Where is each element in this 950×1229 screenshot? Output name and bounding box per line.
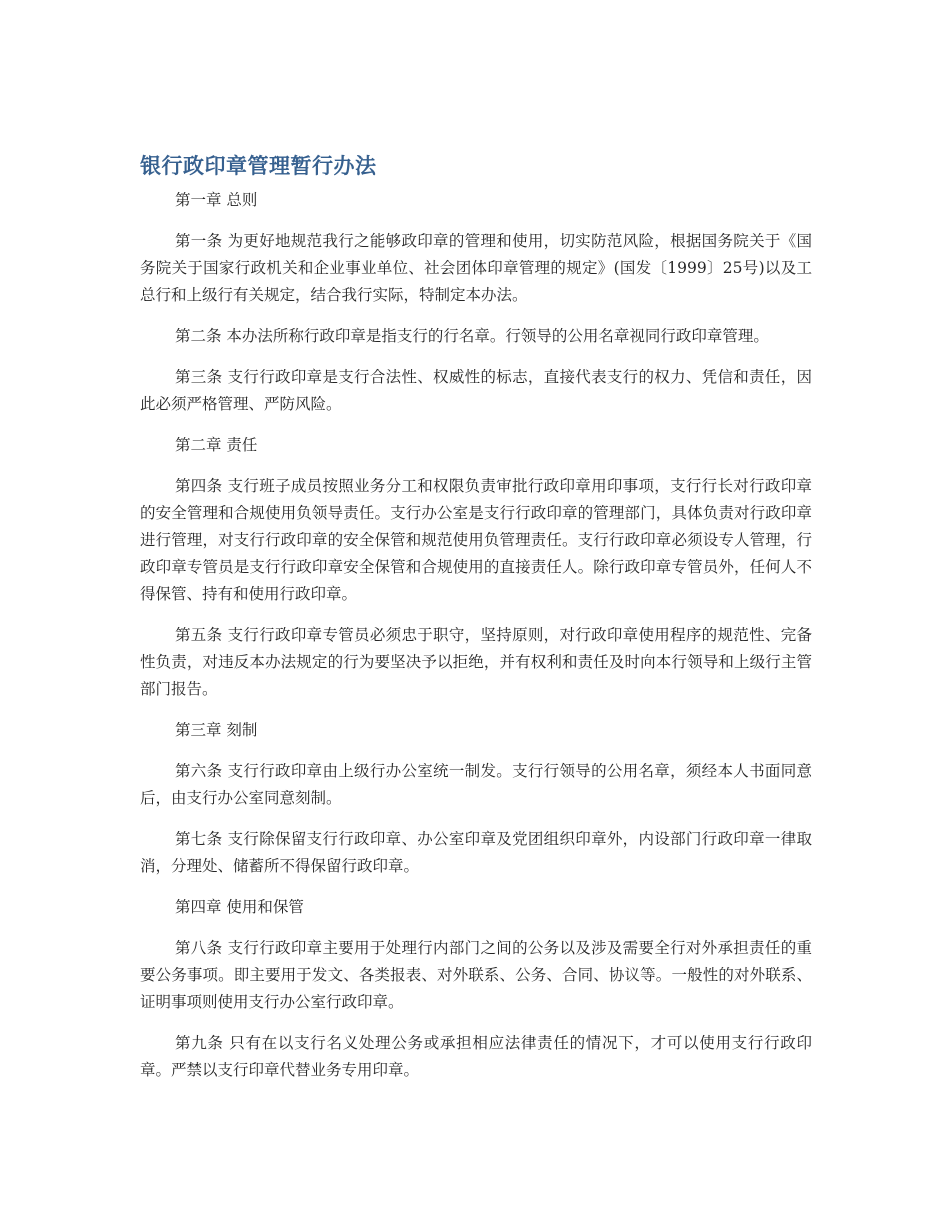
article-paragraph: 第二条 本办法所称行政印章是指支行的行名章。行领导的公用名章视同行政印章管理。	[175, 327, 769, 345]
article-paragraph: 第六条 支行行政印章由上级行办公室统一制发。支行行领导的公用名章，须经本人书面同意后，由支行办公室同意刻制。	[140, 762, 812, 807]
chapter-heading: 第四章 使用和保管	[175, 898, 304, 916]
article-paragraph: 第四条 支行班子成员按照业务分工和权限负责审批行政印章用印事项，支行行长对行政印章的安全管理和合规使用负领导责任。支行办公室是支行行政印章的管理部门，具体负责对行政印章进行管理，对支行行政印章的安全保管和规范使用负管理责任。支行行政印章必须设专人管理，行政印章专管员是支行行政印章安全保管和合规使用的直接责任人。除行政印章专管员外，任何人不得保管、持有和使用行政印章。	[140, 477, 812, 603]
article-paragraph: 第一条 为更好地规范我行之能够政印章的管理和使用，切实防范风险，根据国务院关于《国务院关于国家行政机关和企业事业单位、社会团体印章管理的规定》(国发〔1999〕25号)以及工总行和上级行有关规定，结合我行实际，特制定本办法。	[140, 232, 812, 304]
article-paragraph: 第八条 支行行政印章主要用于处理行内部门之间的公务以及涉及需要全行对外承担责任的重要公务事项。即主要用于发文、各类报表、对外联系、公务、合同、协议等。一般性的对外联系、证明事项则使用支行办公室行政印章。	[140, 939, 812, 1011]
document-title: 银行政印章管理暂行办法	[140, 154, 377, 178]
article-paragraph: 第五条 支行行政印章专管员必须忠于职守，坚持原则，对行政印章使用程序的规范性、完备性负责，对违反本办法规定的行为要坚决予以拒绝，并有权利和责任及时向本行领导和上级行主管部门报告。	[140, 626, 812, 698]
article-paragraph: 第九条 只有在以支行名义处理公务或承担相应法律责任的情况下，才可以使用支行行政印章。严禁以支行印章代替业务专用印章。	[140, 1034, 812, 1079]
article-paragraph: 第七条 支行除保留支行行政印章、办公室印章及党团组织印章外，内设部门行政印章一律取消，分理处、储蓄所不得保留行政印章。	[140, 830, 812, 875]
chapter-heading: 第二章 责任	[175, 436, 258, 454]
document-body	[140, 151, 812, 1098]
chapter-heading: 第三章 刻制	[175, 721, 258, 739]
article-paragraph: 第三条 支行行政印章是支行合法性、权威性的标志，直接代表支行的权力、凭信和责任，因此必须严格管理、严防风险。	[140, 368, 812, 413]
chapter-heading: 第一章 总则	[175, 191, 258, 209]
